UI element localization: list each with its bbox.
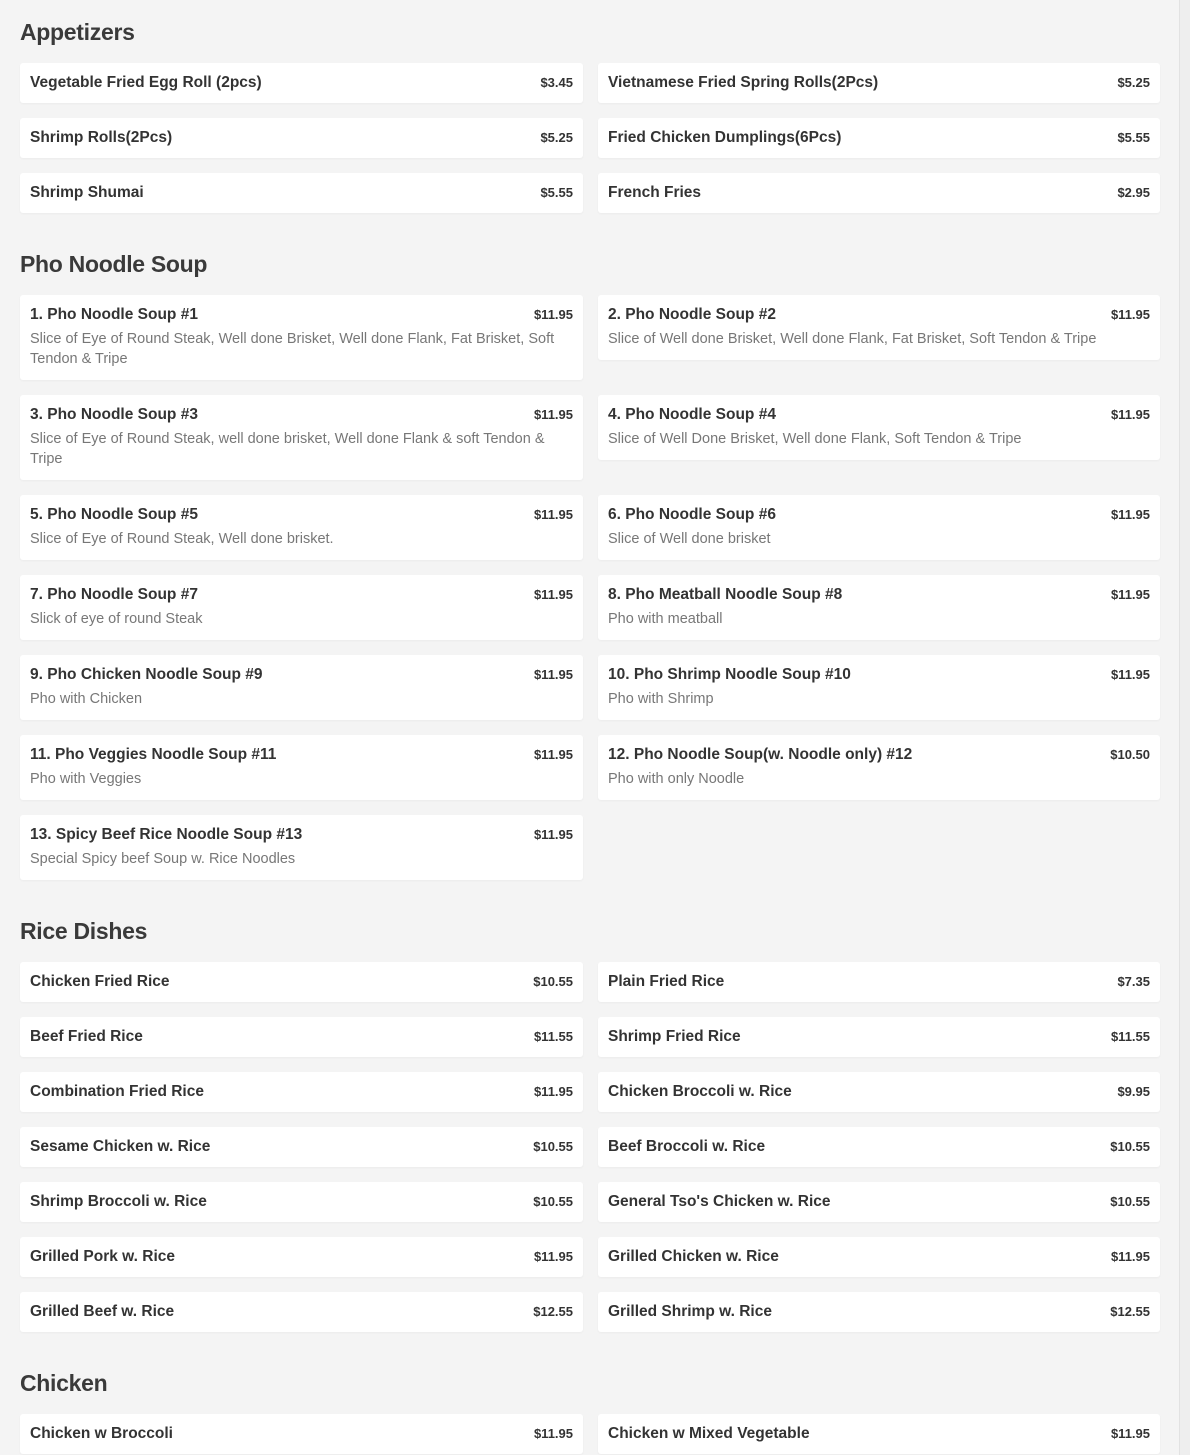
- item-name: Beef Fried Rice: [30, 1028, 143, 1045]
- menu-item-card[interactable]: [20, 1127, 583, 1167]
- menu-item-card[interactable]: [20, 1237, 583, 1277]
- item-price: $11.95: [1110, 1249, 1150, 1264]
- section-title: Chicken: [20, 1370, 108, 1396]
- menu-item-card[interactable]: [20, 495, 583, 560]
- menu-item-card[interactable]: [20, 1072, 583, 1112]
- menu-item-card[interactable]: [598, 495, 1160, 560]
- item-name: Shrimp Rolls(2Pcs): [30, 129, 173, 146]
- item-name: 2. Pho Noodle Soup #2: [608, 306, 776, 323]
- item-price: $11.95: [533, 587, 573, 602]
- item-name: Grilled Beef w. Rice: [30, 1303, 175, 1320]
- item-name: Shrimp Fried Rice: [608, 1028, 741, 1045]
- section-pho-noodle-soup: [20, 213, 1160, 880]
- item-name: 1. Pho Noodle Soup #1: [30, 306, 198, 323]
- item-price: $11.55: [1110, 1029, 1150, 1044]
- item-name: Plain Fried Rice: [608, 973, 725, 990]
- menu-item-card[interactable]: [20, 575, 583, 640]
- item-price: $11.95: [533, 747, 573, 762]
- item-price: $10.55: [533, 1139, 573, 1154]
- menu-item-card[interactable]: [598, 1072, 1160, 1112]
- item-description: Slice of Eye of Round Steak, well done brisket, Well done Flank & soft Tendon & Tripe: [30, 431, 545, 467]
- item-name: 4. Pho Noodle Soup #4: [608, 406, 776, 423]
- item-price: $7.35: [1117, 974, 1150, 989]
- item-price: $11.95: [1110, 407, 1150, 422]
- menu-item-card[interactable]: [598, 575, 1160, 640]
- menu-item-card[interactable]: [20, 1292, 583, 1332]
- menu-item-card[interactable]: [20, 1017, 583, 1057]
- item-price: $10.50: [1110, 747, 1150, 762]
- section-chicken: [20, 1332, 1160, 1454]
- item-price: $9.95: [1117, 1084, 1150, 1099]
- item-price: $3.45: [540, 75, 573, 90]
- menu-item-card[interactable]: [598, 1237, 1160, 1277]
- item-description: Slick of eye of round Steak: [30, 611, 203, 627]
- item-description: Pho with Veggies: [30, 771, 142, 787]
- item-name: 11. Pho Veggies Noodle Soup #11: [30, 746, 277, 763]
- item-name: Combination Fried Rice: [30, 1083, 204, 1100]
- item-name: Grilled Pork w. Rice: [30, 1248, 176, 1265]
- item-name: Chicken w Broccoli: [30, 1425, 173, 1442]
- section-title: Pho Noodle Soup: [20, 251, 208, 277]
- item-price: $11.95: [533, 827, 573, 842]
- section-appetizers: [20, 0, 1160, 213]
- item-name: 3. Pho Noodle Soup #3: [30, 406, 198, 423]
- item-price: $11.95: [533, 1084, 573, 1099]
- menu-item-card[interactable]: [20, 173, 583, 213]
- item-price: $12.55: [533, 1304, 573, 1319]
- menu-item-card[interactable]: [598, 655, 1160, 720]
- item-price: $11.95: [533, 307, 573, 322]
- item-price: $5.55: [1117, 130, 1150, 145]
- menu-item-card[interactable]: [20, 395, 583, 480]
- item-description: Slice of Well done brisket: [608, 531, 771, 547]
- item-name: 13. Spicy Beef Rice Noodle Soup #13: [30, 826, 303, 843]
- menu-item-card[interactable]: [20, 735, 583, 800]
- item-price: $10.55: [533, 1194, 573, 1209]
- item-name: 7. Pho Noodle Soup #7: [30, 586, 198, 603]
- item-name: French Fries: [608, 184, 702, 201]
- menu-item-card[interactable]: [598, 1017, 1160, 1057]
- item-price: $11.95: [1110, 1426, 1150, 1441]
- item-description: Pho with Shrimp: [608, 691, 714, 707]
- menu-item-card[interactable]: [598, 63, 1160, 103]
- menu-item-card[interactable]: [20, 1414, 583, 1454]
- item-name: 5. Pho Noodle Soup #5: [30, 506, 198, 523]
- menu-item-card[interactable]: [20, 295, 583, 380]
- item-price: $11.55: [533, 1029, 573, 1044]
- menu-item-card[interactable]: [598, 735, 1160, 800]
- menu-item-card[interactable]: [20, 118, 583, 158]
- item-description: Slice of Well Done Brisket, Well done Flank, Soft Tendon & Tripe: [608, 431, 1022, 447]
- item-description: Special Spicy beef Soup w. Rice Noodles: [30, 851, 296, 867]
- menu-item-card[interactable]: [598, 118, 1160, 158]
- menu-item-card[interactable]: [598, 173, 1160, 213]
- item-name: 9. Pho Chicken Noodle Soup #9: [30, 666, 263, 683]
- item-price: $5.25: [1117, 75, 1150, 90]
- item-price: $11.95: [1110, 307, 1150, 322]
- item-name: Beef Broccoli w. Rice: [608, 1138, 766, 1155]
- menu-item-card[interactable]: [598, 395, 1160, 460]
- item-name: 6. Pho Noodle Soup #6: [608, 506, 776, 523]
- item-description: Pho with Chicken: [30, 691, 143, 707]
- item-description: Slice of Well done Brisket, Well done Flank, Fat Brisket, Soft Tendon & Tripe: [608, 331, 1097, 347]
- menu-item-card[interactable]: [20, 655, 583, 720]
- menu-item-card[interactable]: [598, 1127, 1160, 1167]
- item-name: Shrimp Broccoli w. Rice: [30, 1193, 207, 1210]
- item-name: Chicken Fried Rice: [30, 973, 170, 990]
- scrollbar-track[interactable]: [1179, 0, 1190, 1455]
- item-price: $11.95: [1110, 587, 1150, 602]
- item-price: $2.95: [1117, 185, 1150, 200]
- item-price: $12.55: [1110, 1304, 1150, 1319]
- item-name: Sesame Chicken w. Rice: [30, 1138, 211, 1155]
- menu-item-card[interactable]: [598, 1292, 1160, 1332]
- item-price: $5.25: [540, 130, 573, 145]
- item-description: Pho with meatball: [608, 611, 723, 627]
- item-description: Pho with only Noodle: [608, 771, 745, 787]
- item-price: $10.55: [533, 974, 573, 989]
- item-name: Vegetable Fried Egg Roll (2pcs): [30, 74, 262, 91]
- item-name: 12. Pho Noodle Soup(w. Noodle only) #12: [608, 746, 913, 763]
- item-name: Fried Chicken Dumplings(6Pcs): [608, 129, 842, 146]
- item-name: Vietnamese Fried Spring Rolls(2Pcs): [608, 74, 879, 91]
- item-price: $5.55: [540, 185, 573, 200]
- item-price: $10.55: [1110, 1194, 1150, 1209]
- section-title: Appetizers: [20, 19, 135, 45]
- item-name: General Tso's Chicken w. Rice: [608, 1193, 831, 1210]
- menu-item-card[interactable]: [598, 295, 1160, 360]
- item-price: $11.95: [533, 407, 573, 422]
- menu-item-card[interactable]: [20, 1182, 583, 1222]
- menu-item-card[interactable]: [20, 63, 583, 103]
- item-price: $11.95: [533, 1249, 573, 1264]
- menu-item-card[interactable]: [20, 815, 583, 880]
- menu-item-card[interactable]: [598, 1182, 1160, 1222]
- menu-item-card[interactable]: [20, 962, 583, 1002]
- item-name: Grilled Chicken w. Rice: [608, 1248, 779, 1265]
- section-rice-dishes: [20, 880, 1160, 1332]
- menu-item-card[interactable]: [598, 962, 1160, 1002]
- item-price: $10.55: [1110, 1139, 1150, 1154]
- item-price: $11.95: [533, 667, 573, 682]
- item-description: Slice of Eye of Round Steak, Well done Brisket, Well done Flank, Fat Brisket, Soft Tendon & Tripe: [30, 331, 555, 367]
- item-name: Shrimp Shumai: [30, 184, 144, 201]
- item-price: $11.95: [533, 507, 573, 522]
- item-description: Slice of Eye of Round Steak, Well done brisket.: [30, 531, 334, 547]
- item-name: 8. Pho Meatball Noodle Soup #8: [608, 586, 843, 603]
- item-name: Grilled Shrimp w. Rice: [608, 1303, 772, 1320]
- item-name: Chicken w Mixed Vegetable: [608, 1425, 810, 1442]
- item-price: $11.95: [1110, 667, 1150, 682]
- item-price: $11.95: [533, 1426, 573, 1441]
- menu-page: [20, 0, 1160, 1454]
- item-name: Chicken Broccoli w. Rice: [608, 1083, 792, 1100]
- item-price: $11.95: [1110, 507, 1150, 522]
- item-name: 10. Pho Shrimp Noodle Soup #10: [608, 666, 851, 683]
- menu-item-card[interactable]: [598, 1414, 1160, 1454]
- section-title: Rice Dishes: [20, 918, 148, 944]
